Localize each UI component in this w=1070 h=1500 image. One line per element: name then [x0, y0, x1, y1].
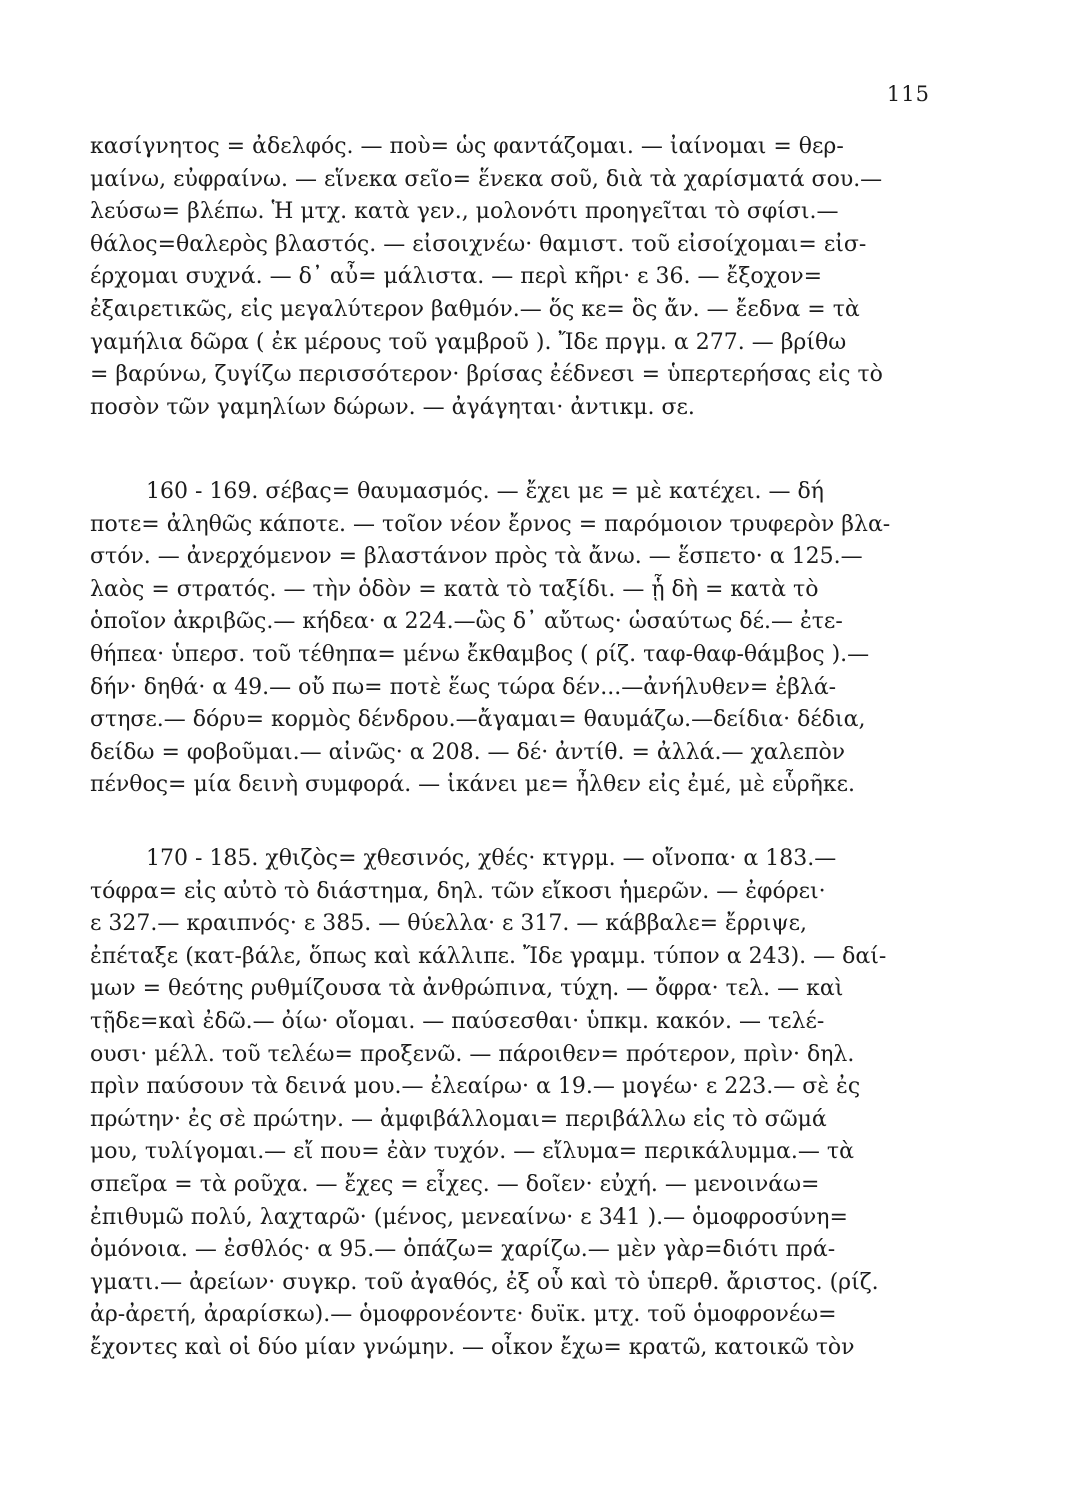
text-line: δήν· δηθά· α 49.— οὔ πω= ποτὲ ἕως τώρα δέν...—ἀνήλυθεν= ἐβλά-	[90, 674, 837, 700]
text-line: στόν. — ἀνερχόμενον = βλαστάνον πρὸς τὰ ἄνω. — ἕσπετο· α 125.—	[90, 544, 863, 570]
text-line: πρὶν παύσουν τὰ δεινά μου.— ἐλεαίρω· α 19.— μογέω· ε 223.— σὲ ἐς	[90, 1074, 861, 1100]
text-line: ποσὸν τῶν γαμηλίων δώρων. — ἀγάγηται· ἀντικμ. σε.	[90, 394, 695, 420]
text-line: ἔχοντες καὶ οἱ δύο μίαν γνώμην. — οἶκον ἔχω= κρατῶ, κατοικῶ τὸν	[90, 1334, 855, 1360]
text-line: ἐπιθυμῶ πολύ, λαχταρῶ· (μένος, μενεαίνω· ε 341 ).— ὁμοφροσύνη=	[90, 1204, 848, 1230]
text-line: ποτε= ἀληθῶς κάποτε. — τοῖον νέον ἔρνος = παρόμοιον τρυφερὸν βλα-	[90, 511, 891, 537]
text-line: λεύσω= βλέπω. Ἡ μτχ. κατὰ γεν., μολονότι προηγεῖται τὸ σφίσι.—	[90, 199, 839, 225]
text-line: ὁμόνοια. — ἐσθλός· α 95.— ὀπάζω= χαρίζω.— μὲν γὰρ=διότι πρά-	[90, 1237, 836, 1263]
text-line: μαίνω, εὐφραίνω. — εἵνεκα σεῖο= ἕνεκα σοῦ, διὰ τὰ χαρίσματά σου.—	[90, 166, 883, 192]
text-line: μων = θεότης ρυθμίζουσα τὰ ἀνθρώπινα, τύχη. — ὄφρα· τελ. — καὶ	[90, 976, 844, 1002]
text-line: πρώτην· ἐς σὲ πρώτην. — ἀμφιβάλλομαι= περιβάλλω εἰς τὸ σῶμά	[90, 1106, 827, 1132]
text-line: ἀρ-ἀρετή, ἀραρίσκω).— ὁμοφρονέοντε· δυϊκ. μτχ. τοῦ ὁμοφρονέω=	[90, 1302, 837, 1328]
paragraph-2	[90, 476, 985, 802]
text-line: λαὸς = στρατός. — τὴν ὁδὸν = κατὰ τὸ ταξίδι. — ᾗ δὴ = κατὰ τὸ	[90, 576, 819, 602]
text-line: 160 - 169. σέβας= θαυμασμός. — ἔχει με = μὲ κατέχει. — δή	[146, 479, 824, 504]
paragraph-1	[90, 131, 985, 424]
text-line: = βαρύνω, ζυγίζω περισσότερον· βρίσας ἐέδνεσι = ὑπερτερήσας εἰς τὸ	[90, 362, 883, 388]
text-line: ουσι· μέλλ. τοῦ τελέω= προξενῶ. — πάροιθεν= πρότερον, πρὶν· δηλ.	[90, 1041, 855, 1067]
text-line: έρχομαι συχνά. — δ᾽ αὖ= μάλιστα. — περὶ κῆρι· ε 36. — ἔξοχον=	[90, 264, 823, 290]
text-line: γματι.— ἀρείων· συγκρ. τοῦ ἀγαθός, ἐξ οὗ καὶ τὸ ὑπερθ. ἄριστος. (ρίζ.	[90, 1269, 879, 1295]
text-line: τῇδε=καὶ ἐδῶ.— ὀίω· οἴομαι. — παύσεσθαι· ὑπκμ. κακόν. — τελέ-	[90, 1008, 825, 1034]
text-line: κασίγνητος = ἀδελφός. — ποὺ= ὡς φαντάζομαι. — ἰαίνομαι = θερ-	[90, 134, 844, 159]
paragraph-3	[90, 843, 985, 1365]
text-line: 170 - 185. χθιζὸς= χθεσινός, χθές· κτγρμ. — οἴνοπα· α 183.—	[146, 846, 837, 871]
text-line: θήπεα· ὑπερσ. τοῦ τέθηπα= μένω ἔκθαμβος ( ρίζ. ταφ-θαφ-θάμβος ).—	[90, 641, 870, 667]
text-line: στησε.— δόρυ= κορμὸς δένδρου.—ἄγαμαι= θαυμάζω.—δείδια· δέδια,	[90, 707, 866, 733]
page-number: 115	[886, 82, 930, 106]
text-line: μου, τυλίγομαι.— εἴ που= ἐὰν τυχόν. — εἴλυμα= περικάλυμμα.— τὰ	[90, 1139, 854, 1165]
text-line: θάλος=θαλερὸς βλαστός. — εἰσοιχνέω· θαμιστ. τοῦ εἰσοίχομαι= εἰσ-	[90, 231, 867, 257]
text-line: πένθος= μία δεινὴ συμφορά. — ἱκάνει με= ἦλθεν εἰς ἐμέ, μὲ εὗρῆκε.	[90, 772, 855, 798]
text-line: ὁποῖον ἀκριβῶς.— κήδεα· α 224.—ὣς δ᾽ αὔτως· ὡσαύτως δέ.— ἐτε-	[90, 609, 843, 635]
text-line: τόφρα= εἰς αὐτὸ τὸ διάστημα, δηλ. τῶν εἴκοσι ἡμερῶν. — ἐφόρει·	[90, 878, 826, 904]
text-line: ε 327.— κραιπνός· ε 385. — θύελλα· ε 317. — κάββαλε= ἔρριψε,	[90, 911, 807, 937]
text-line: σπεῖρα = τὰ ροῦχα. — ἔχες = εἶχες. — δοῖεν· εὐχή. — μενοινάω=	[90, 1171, 820, 1197]
text-line: γαμήλια δῶρα ( ἐκ μέρους τοῦ γαμβροῦ ). Ἴδε πργμ. α 277. — βρίθω	[90, 329, 847, 355]
text-line: ἐξαιρετικῶς, εἰς μεγαλύτερον βαθμόν.— ὅς κε= ὃς ἄν. — ἔεδνα = τὰ	[90, 296, 860, 322]
text-line: ἐπέταξε (κατ-βάλε, ὅπως καὶ κάλλιπε. Ἴδε γραμμ. τύπον α 243). — δαί-	[90, 943, 887, 969]
text-line: δείδω = φοβοῦμαι.— αἰνῶς· α 208. — δέ· ἀντίθ. = ἀλλά.— χαλεπὸν	[90, 739, 846, 765]
